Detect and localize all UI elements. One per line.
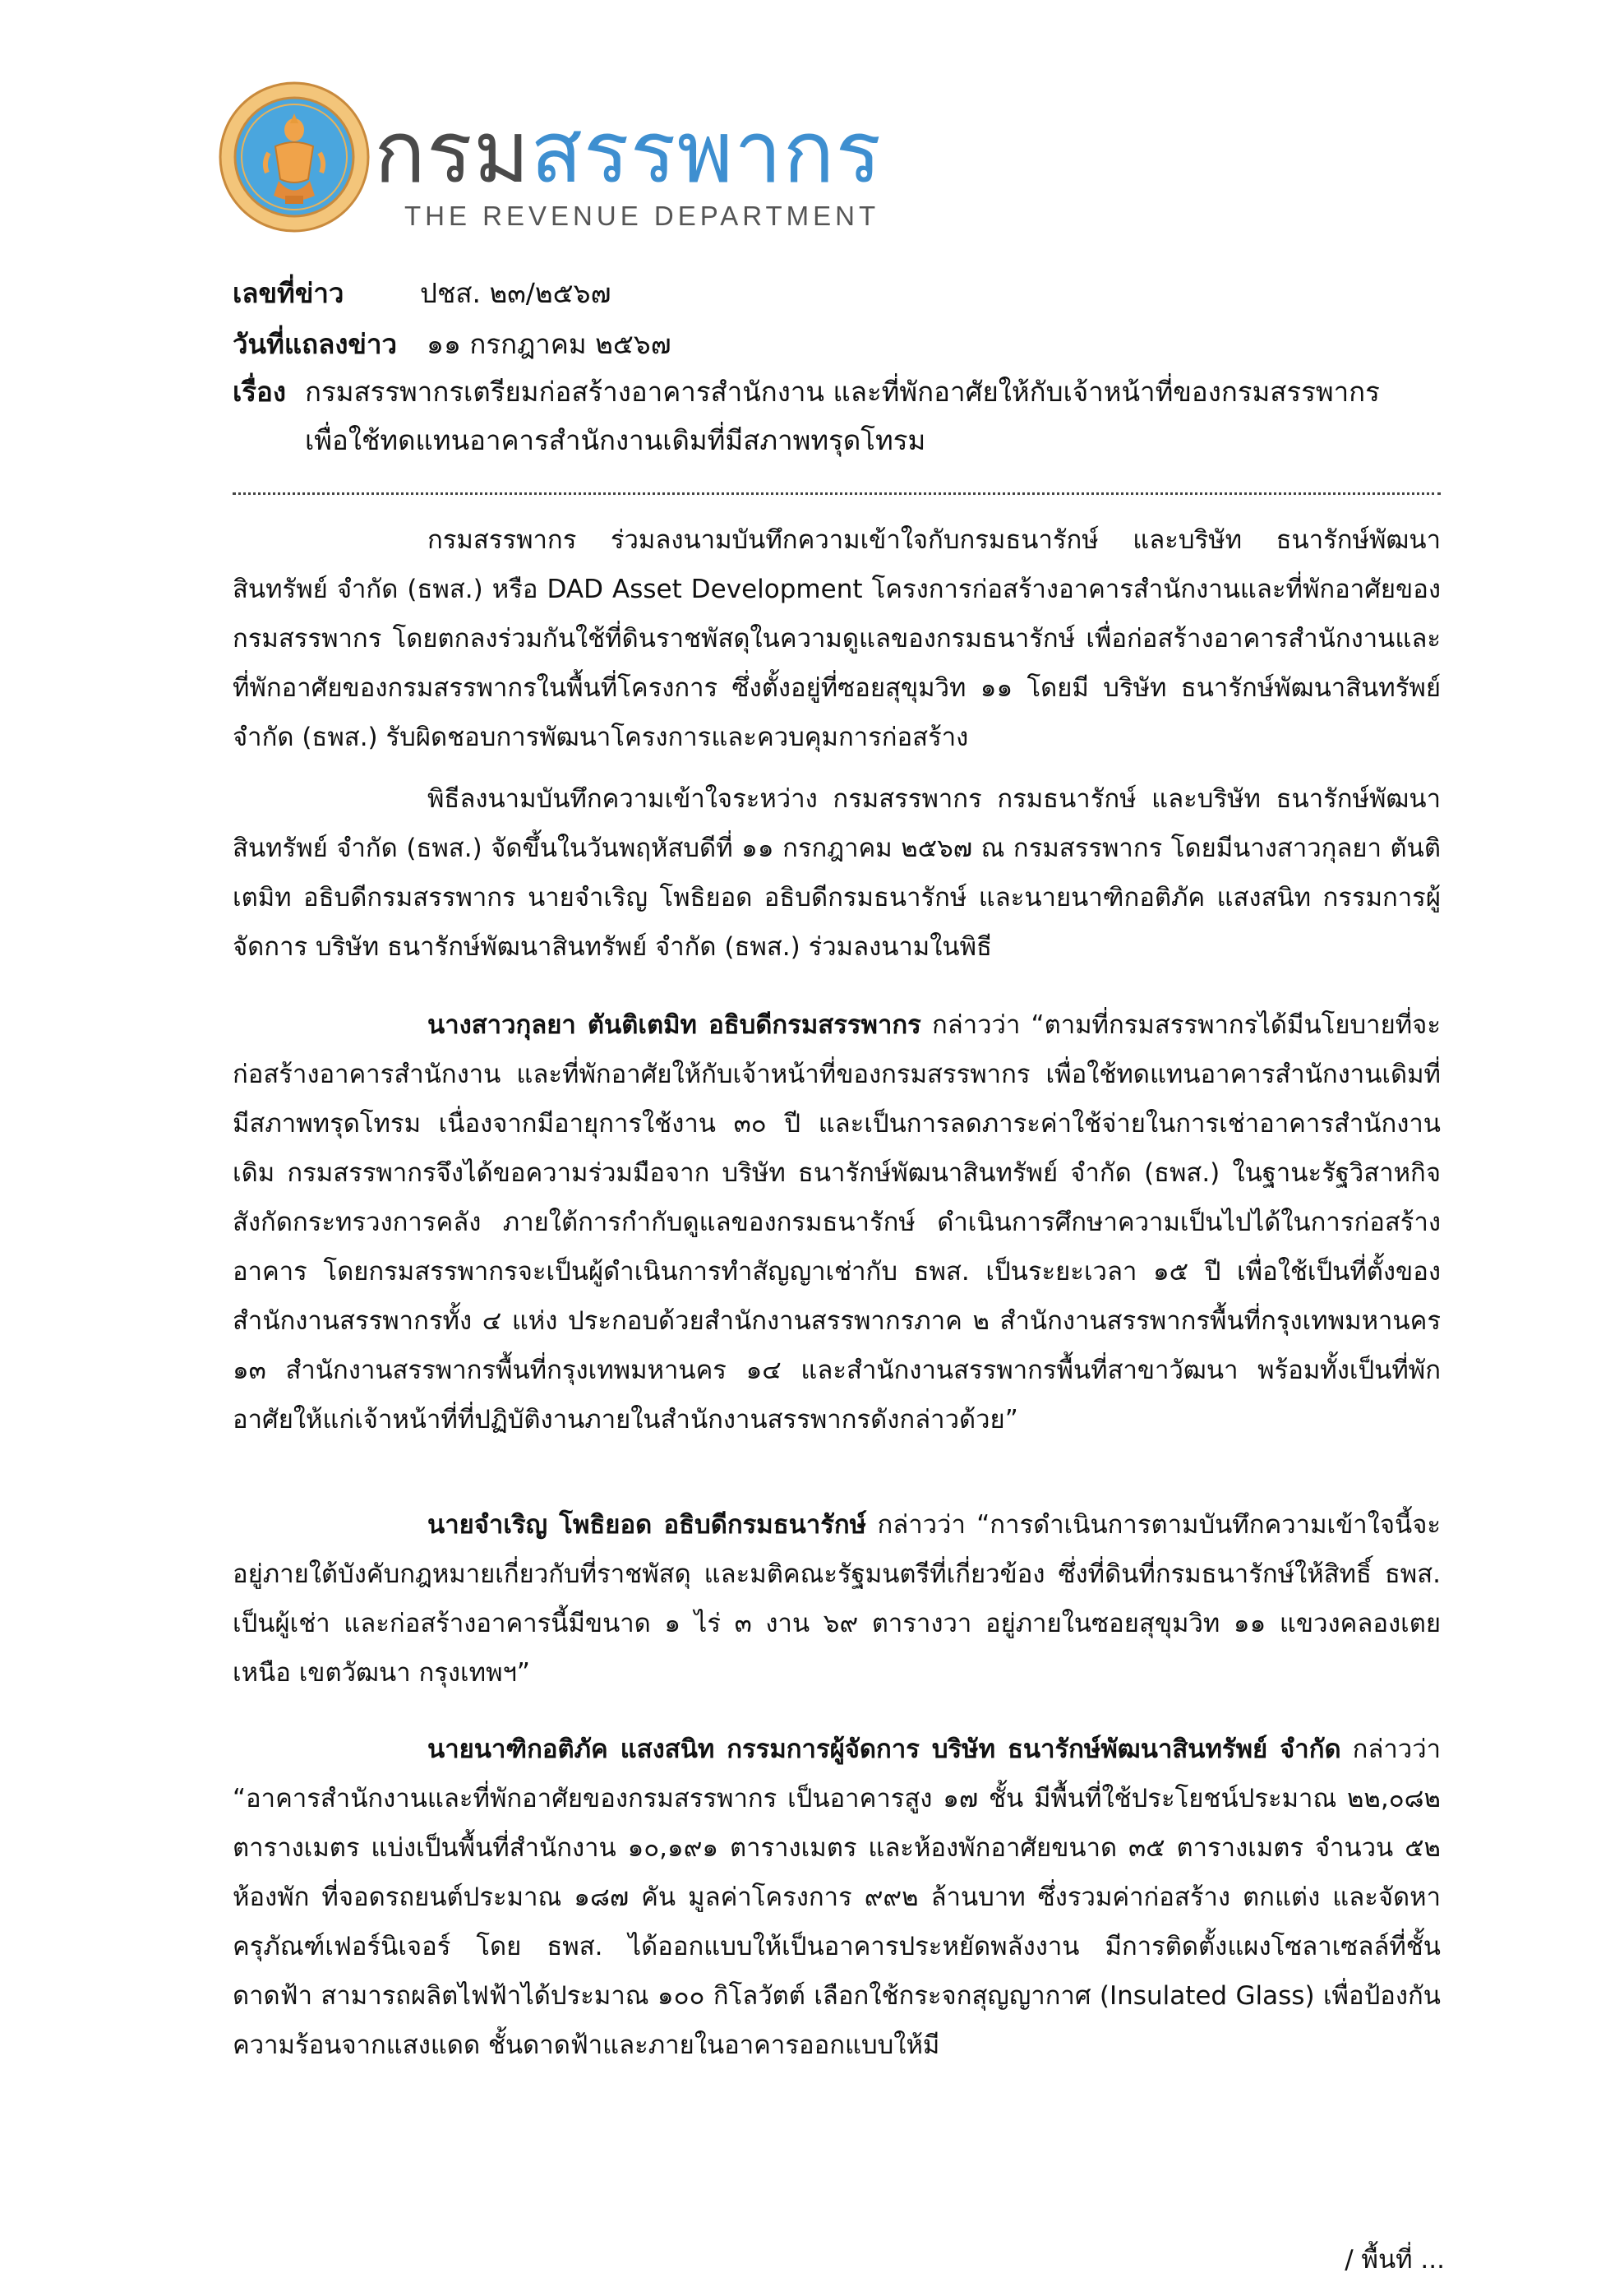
subject-line-2: เพื่อใช้ทดแทนอาคารสำนักงานเดิมที่มีสภาพทรุดโทรม: [305, 424, 926, 456]
paragraph-5-text: กล่าวว่า “อาคารสำนักงานและที่พักอาศัยของกรมสรรพากร เป็นอาคารสูง ๑๗ ชั้น มีพื้นที่ใช้ประโยชน์ประมาณ ๒๒,๐๘๒ ตารางเมตร แบ่งเป็นพื้นที่สำนักงาน ๑๐,๑๙๑ ตารางเมตร และห้องพักอาศัยขนาด ๓๕ ตารางเมตร จำนวน ๕๒ ห้องพัก ที่จอดรถยนต์ประมาณ ๑๘๗ คัน มูลค่าโครงการ ๙๙๒ ล้านบาท ซึ่งรวมค่าก่อสร้าง ตกแต่ง และจัดหาครุภัณฑ์เฟอร์นิเจอร์ โดย ธพส. ได้ออกแบบให้เป็นอาคารประหยัดพลังงาน มีการติดตั้งแผงโซลาเซลล์ที่ชั้นดาดฟ้า สามารถผลิตไฟฟ้าได้ประมาณ ๑๐๐ กิโลวัตต์ เลือกใช้กระจกสุญญากาศ (Insulated Glass) เพื่อป้องกันความร้อนจากแสงแดด ชั้นดาดฟ้าและภายในอาคารออกแบบให้มี: [233, 1735, 1442, 2060]
paragraph-4: [233, 1500, 1441, 1698]
continuation-marker: / พื้นที่ ...: [1345, 2245, 1445, 2275]
brand-name-english: THE REVENUE DEPARTMENT: [404, 201, 880, 231]
subject-line-1: กรมสรรพากรเตรียมก่อสร้างอาคารสำนักงาน และที่พักอาศัยให้กับเจ้าหน้าที่ของกรมสรรพากร: [305, 376, 1380, 408]
release-date-value: ๑๑ กรกฎาคม ๒๕๖๗: [427, 328, 671, 360]
paragraph-1-text: กรมสรรพากร ร่วมลงนามบันทึกความเข้าใจกับกรมธนารักษ์ และบริษัท ธนารักษ์พัฒนาสินทรัพย์ จำกัด (ธพส.) หรือ DAD Asset Development โครงการก่อสร้างอาคารสำนักงานและที่พักอาศัยของกรมสรรพากร โดยตกลงร่วมกันใช้ที่ดินราชพัสดุในความดูแลของกรมธนารักษ์ เพื่อก่อสร้างอาคารสำนักงานและที่พักอาศัยของกรมสรรพากรในพื้นที่โครงการ ซึ่งตั้งอยู่ที่ซอยสุขุมวิท ๑๑ โดยมี บริษัท ธนารักษ์พัฒนาสินทรัพย์ จำกัด (ธพส.) รับผิดชอบการพัฒนาโครงการและควบคุมการก่อสร้าง: [233, 525, 1441, 752]
subject-row: [233, 374, 1380, 410]
news-number-value: ปชส. ๒๓/๒๕๖๗: [420, 277, 611, 309]
paragraph-4-speaker: นายจำเริญ โพธิยอด อธิบดีกรมธนารักษ์: [427, 1510, 867, 1540]
dotted-separator: [233, 492, 1441, 495]
brand-name-thai: [374, 102, 883, 202]
subject-label: เรื่อง: [233, 376, 286, 408]
paragraph-3: [233, 1000, 1441, 1444]
paragraph-2: [233, 774, 1441, 972]
paragraph-3-speaker: นางสาวกุลยา ตันติเตมิท อธิบดีกรมสรรพากร: [427, 1010, 921, 1040]
release-date-row: [233, 326, 671, 363]
revenue-department-seal-icon: [218, 81, 371, 233]
paragraph-3-text: กล่าวว่า “ตามที่กรมสรรพากรได้มีนโยบายที่จะก่อสร้างอาคารสำนักงาน และที่พักอาศัยให้กับเจ้าหน้าที่ของกรมสรรพากร เพื่อใช้ทดแทนอาคารสำนักงานเดิมที่มีสภาพทรุดโทรม เนื่องจากมีอายุการใช้งาน ๓๐ ปี และเป็นการลดภาระค่าใช้จ่ายในการเช่าอาคารสำนักงานเดิม กรมสรรพากรจึงได้ขอความร่วมมือจาก บริษัท ธนารักษ์พัฒนาสินทรัพย์ จำกัด (ธพส.) ในฐานะรัฐวิสาหกิจ สังกัดกระทรวงการคลัง ภายใต้การกำกับดูแลของกรมธนารักษ์ ดำเนินการศึกษาความเป็นไปได้ในการก่อสร้างอาคาร โดยกรมสรรพากรจะเป็นผู้ดำเนินการทำสัญญาเช่ากับ ธพส. เป็นระยะเวลา ๑๕ ปี เพื่อใช้เป็นที่ตั้งของสำนักงานสรรพากรทั้ง ๔ แห่ง ประกอบด้วยสำนักงานสรรพากรภาค ๒ สำนักงานสรรพากรพื้นที่กรุงเทพมหานคร ๑๓ สำนักงานสรรพากรพื้นที่กรุงเทพมหานคร ๑๔ และสำนักงานสรรพากรพื้นที่สาขาวัฒนา พร้อมทั้งเป็นที่พักอาศัยให้แก่เจ้าหน้าที่ที่ปฏิบัติงานภายในสำนักงานสรรพากรดังกล่าวด้วย”: [233, 1010, 1441, 1434]
brand-main: สรรพากร: [530, 102, 883, 202]
news-number-label: เลขที่ข่าว: [233, 277, 344, 309]
release-date-label: วันที่แถลงข่าว: [233, 328, 398, 360]
news-number-row: [233, 275, 611, 312]
brand-prefix: กรม: [374, 102, 531, 202]
paragraph-5-speaker: นายนาฑิกอติภัค แสงสนิท กรรมการผู้จัดการ บริษัท ธนารักษ์พัฒนาสินทรัพย์ จำกัด: [427, 1735, 1341, 1764]
paragraph-2-text: พิธีลงนามบันทึกความเข้าใจระหว่าง กรมสรรพากร กรมธนารักษ์ และบริษัท ธนารักษ์พัฒนาสินทรัพย์ จำกัด (ธพส.) จัดขึ้นในวันพฤหัสบดีที่ ๑๑ กรกฎาคม ๒๕๖๗ ณ กรมสรรพากร โดยมีนางสาวกุลยา ตันติเตมิท อธิบดีกรมสรรพากร นายจำเริญ โพธิยอด อธิบดีกรมธนารักษ์ และนายนาฑิกอติภัค แสงสนิท กรรมการผู้จัดการ บริษัท ธนารักษ์พัฒนาสินทรัพย์ จำกัด (ธพส.) ร่วมลงนามในพิธี: [233, 784, 1441, 962]
paragraph-1: [233, 515, 1441, 762]
paragraph-4-text: กล่าวว่า “การดำเนินการตามบันทึกความเข้าใจนี้จะอยู่ภายใต้บังคับกฎหมายเกี่ยวกับที่ราชพัสดุ และมติคณะรัฐมนตรีที่เกี่ยวข้อง ซึ่งที่ดินที่กรมธนารักษ์ให้สิทธิ์ ธพส. เป็นผู้เช่า และก่อสร้างอาคารนี้มีขนาด ๑ ไร่ ๓ งาน ๖๙ ตารางวา อยู่ภายในซอยสุขุมวิท ๑๑ แขวงคลองเตยเหนือ เขตวัฒนา กรุงเทพฯ”: [233, 1510, 1442, 1688]
paragraph-5: [233, 1725, 1441, 2070]
